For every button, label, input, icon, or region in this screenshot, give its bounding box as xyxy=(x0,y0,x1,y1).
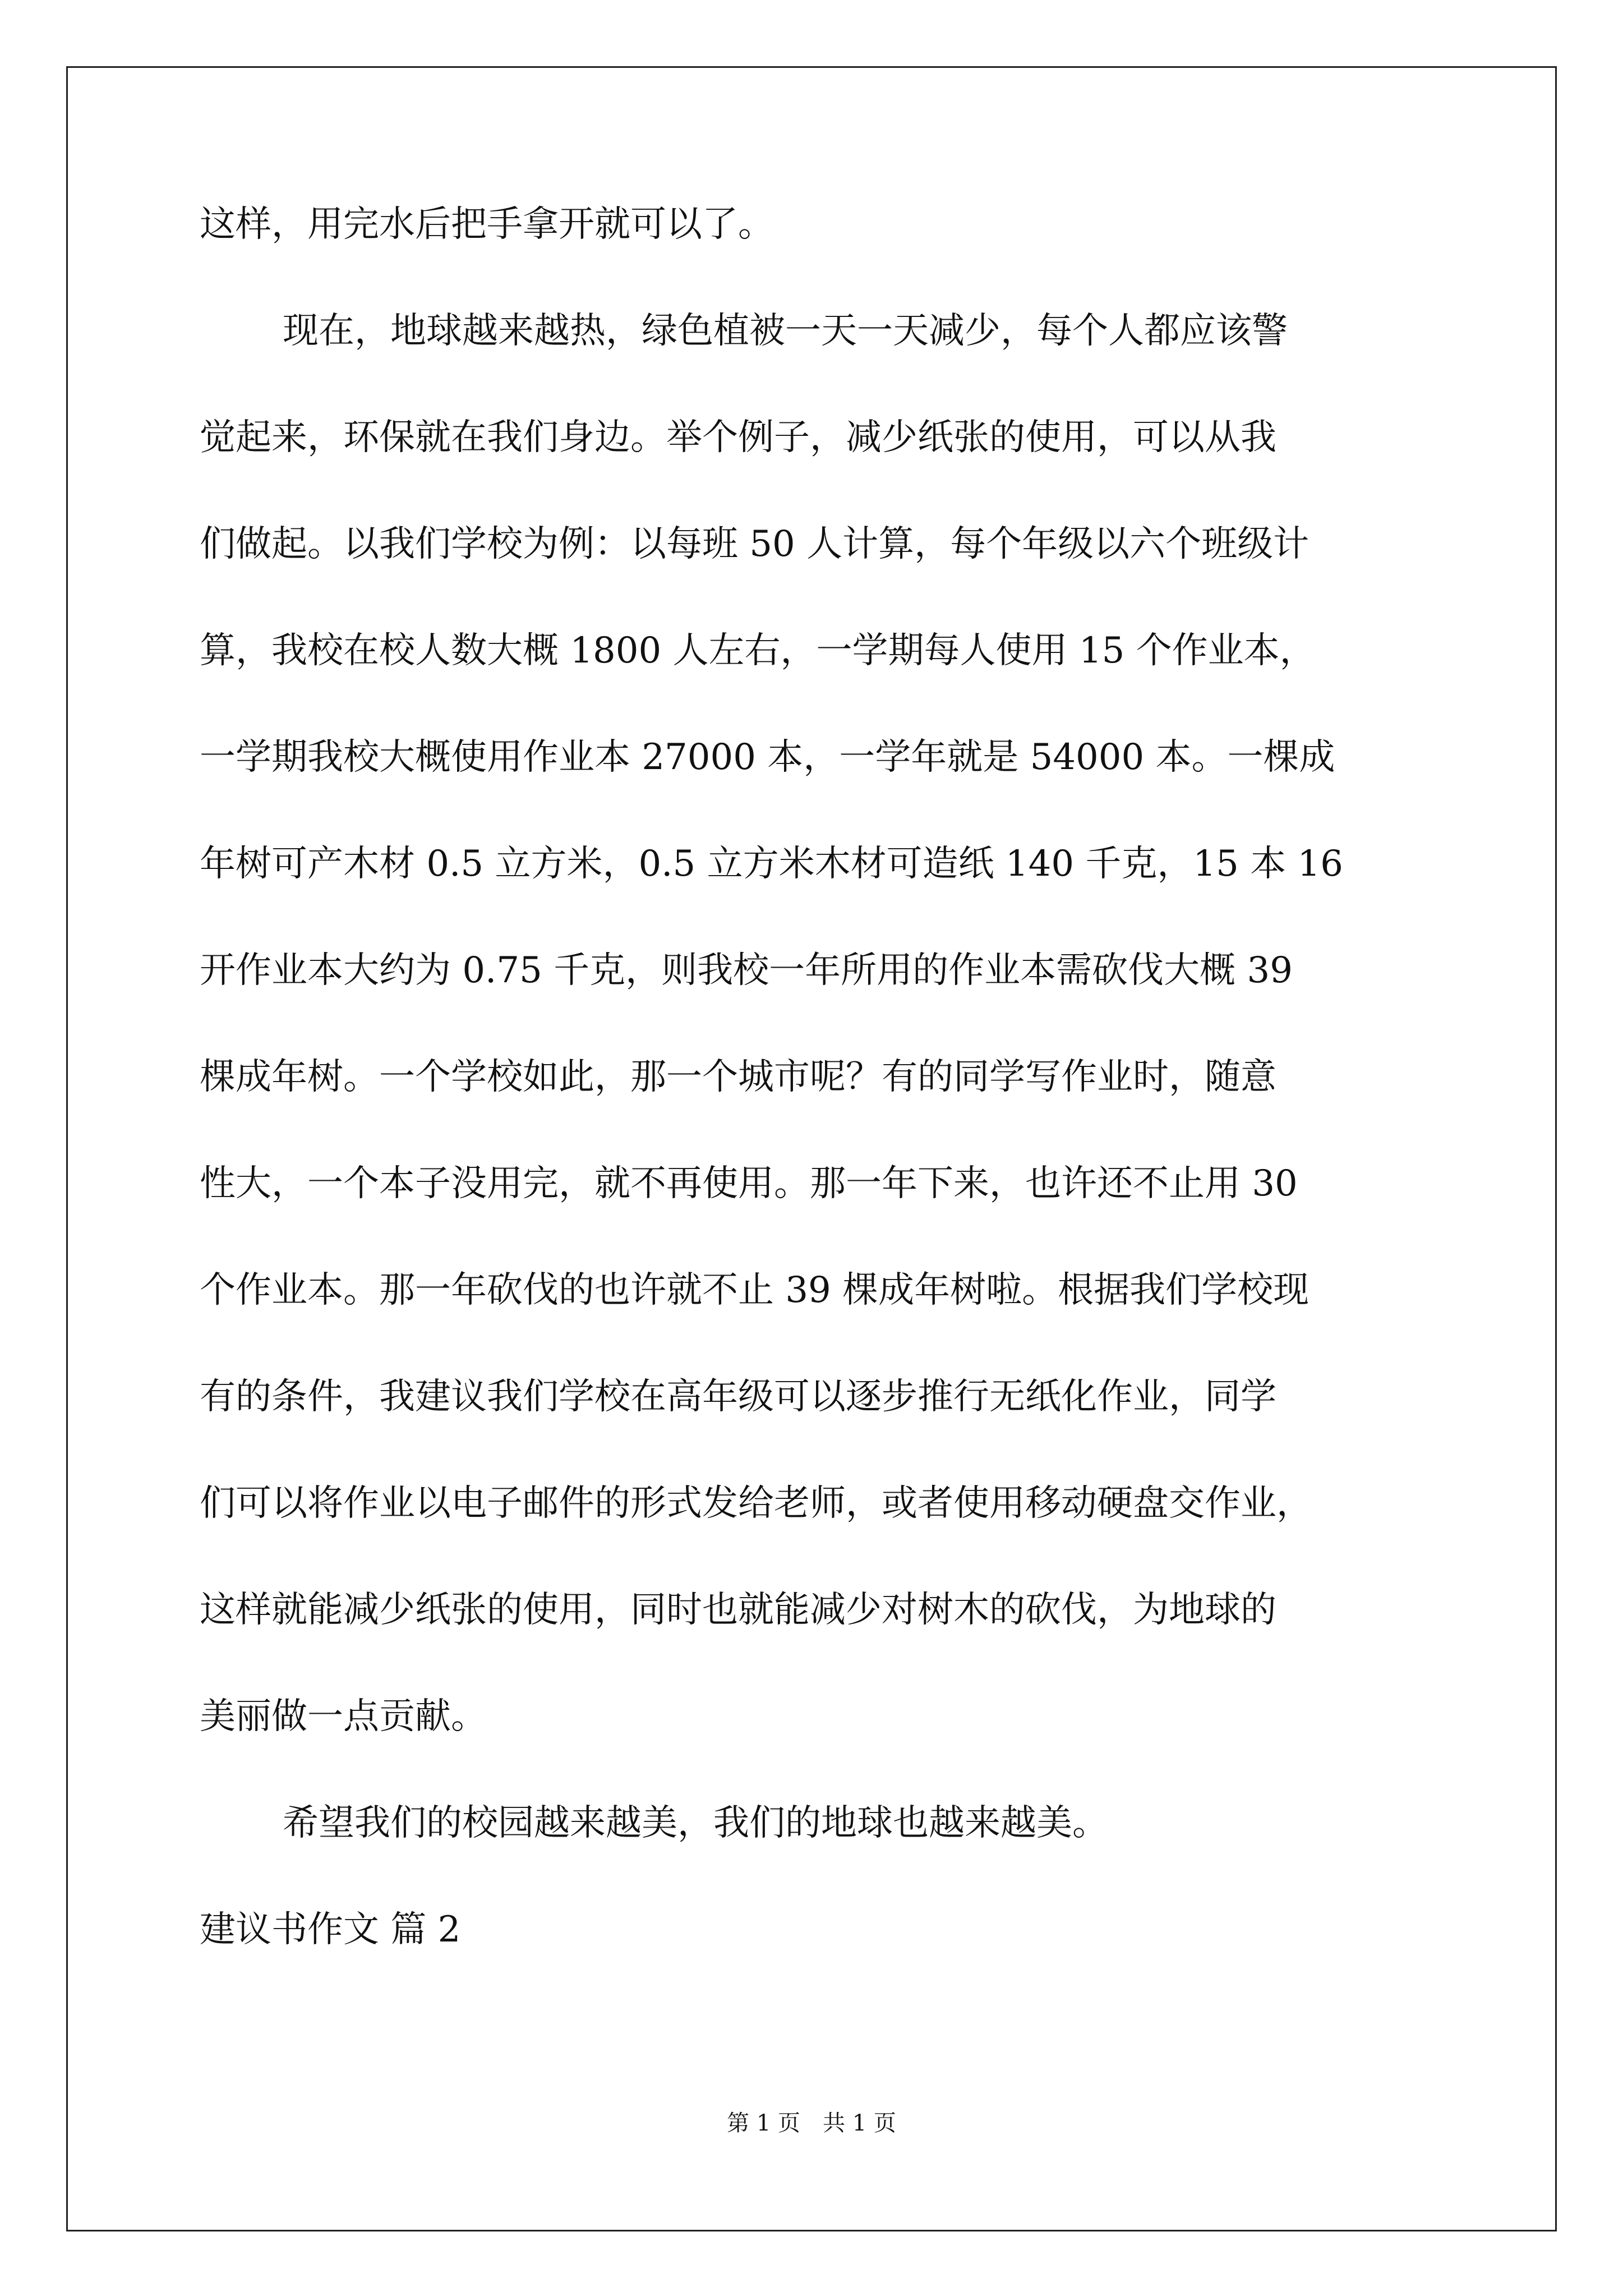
text-line: 这样，用完水后把手拿开就可以了。 xyxy=(200,204,774,245)
text-line: 年树可产木材 0.5 立方米，0.5 立方米木材可造纸 140 千克，15 本 16 xyxy=(200,843,1343,885)
text-line: 开作业本大约为 0.75 千克，则我校一年所用的作业本需砍伐大概 39 xyxy=(200,950,1293,991)
text-line: 有的条件，我建议我们学校在高年级可以逐步推行无纸化作业，同学 xyxy=(200,1376,1276,1418)
text-line: 个作业本。那一年砍伐的也许就不止 39 棵成年树啦。根据我们学校现 xyxy=(200,1269,1310,1311)
text-line: 这样就能减少纸张的使用，同时也就能减少对树木的砍伐，为地球的 xyxy=(200,1589,1276,1631)
text-line: 们做起。以我们学校为例：以每班 50 人计算，每个年级以六个班级计 xyxy=(200,523,1310,565)
text-line: 性大，一个本子没用完，就不再使用。那一年下来，也许还不止用 30 xyxy=(200,1163,1298,1204)
paragraph-start-line: 现在，地球越来越热，绿色植被一天一天减少，每个人都应该警 xyxy=(283,310,1288,352)
text-line: 棵成年树。一个学校如此，那一个城市呢？有的同学写作业时，随意 xyxy=(200,1056,1276,1098)
page-border xyxy=(66,66,1557,2231)
paragraph-start-line: 希望我们的校园越来越美，我们的地球也越来越美。 xyxy=(283,1802,1108,1844)
text-line: 们可以将作业以电子邮件的形式发给老师，或者使用移动硬盘交作业， xyxy=(200,1483,1312,1524)
text-line: 一学期我校大概使用作业本 27000 本，一学年就是 54000 本。一棵成 xyxy=(200,737,1335,778)
text-line: 美丽做一点贡献。 xyxy=(200,1696,487,1737)
section-heading: 建议书作文 篇 2 xyxy=(200,1909,461,1950)
text-line: 觉起来，环保就在我们身边。举个例子，减少纸张的使用，可以从我 xyxy=(200,417,1276,458)
page-number-footer: 第 1 页 共 1 页 xyxy=(727,2110,896,2136)
text-line: 算，我校在校人数大概 1800 人左右，一学期每人使用 15 个作业本， xyxy=(200,630,1316,671)
